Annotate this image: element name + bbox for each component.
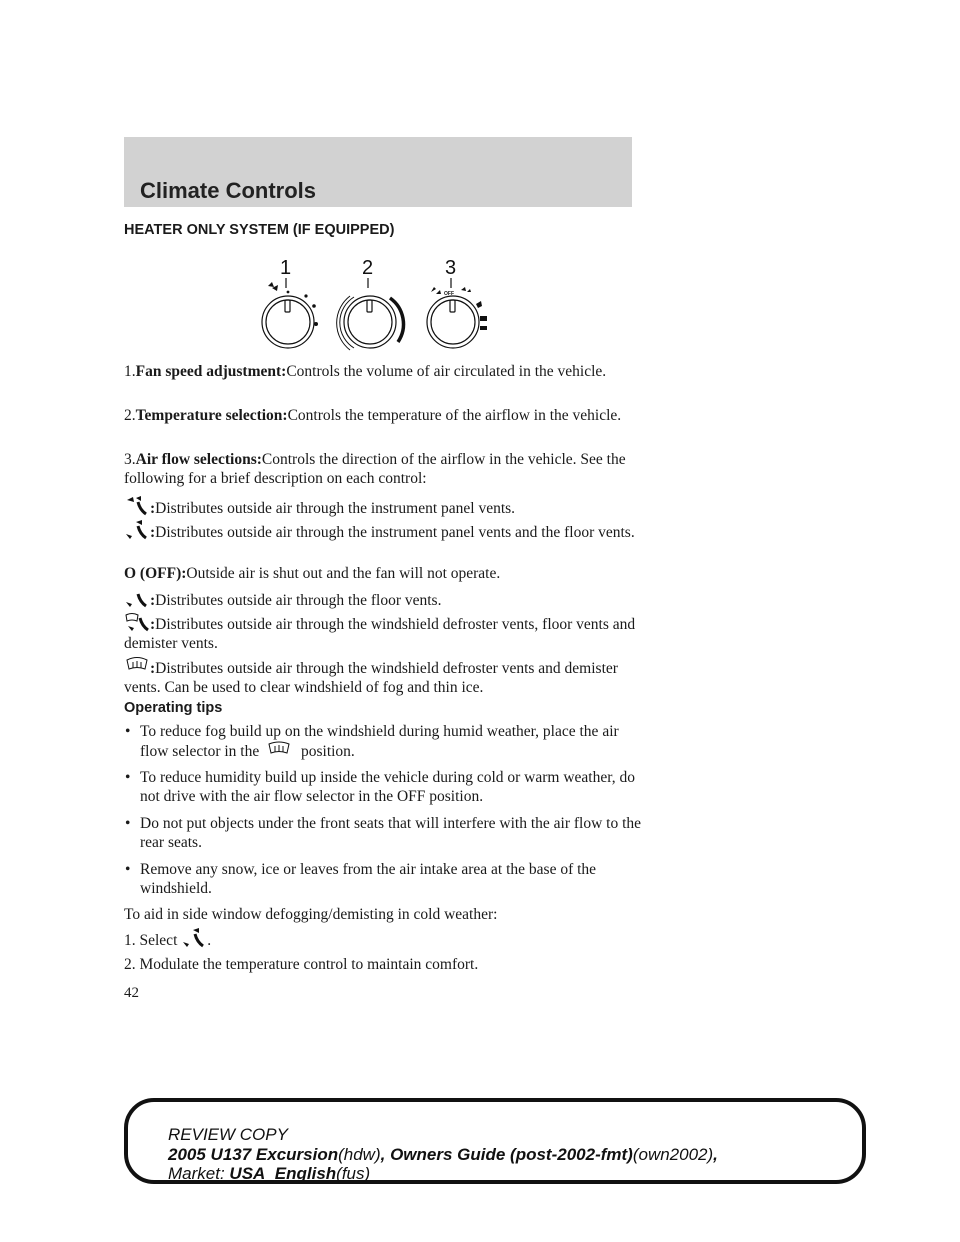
defrost-icon: [263, 741, 297, 759]
temperature-knob: [344, 296, 396, 348]
bullet-1: •: [125, 723, 131, 740]
svg-text:OFF: OFF: [444, 291, 454, 297]
mode-off: O (OFF):Outside air is shut out and the fan will not operate.: [124, 565, 501, 582]
section-title: HEATER ONLY SYSTEM (IF EQUIPPED): [124, 222, 395, 238]
footer-line-1: REVIEW COPY: [168, 1125, 288, 1144]
fan-speed-knob: [262, 296, 314, 348]
defog-step-2: 2. Modulate the temperature control to maintain comfort.: [124, 956, 479, 973]
floor-vent-icon: [124, 588, 150, 608]
tip-item: • To reduce humidity build up inside the vehicle during cold or warm weather, do not drive with the air flow selector in the OFF position.: [125, 769, 636, 805]
mode-defrost: :Distributes outside air through the windshield defroster vents and demister vents. Can be used to clear windshield of fog and thin ice.: [124, 656, 644, 697]
defrost-icon: [124, 656, 150, 676]
footer-line-3: Market: USA_English(fus): [168, 1164, 371, 1183]
item-temperature: 2.Temperature selection:Controls the temperature of the airflow in the vehicle.: [124, 407, 622, 424]
page-header-title: Climate Controls: [140, 178, 317, 203]
floor-defrost-icon: [124, 612, 150, 632]
bullet-3: •: [125, 815, 131, 832]
defog-step-1: 1. Select .: [124, 928, 644, 950]
heater-control-knobs-figure: [258, 252, 508, 362]
panel-floor-icon: [124, 520, 150, 540]
item-air-flow: 3.Air flow selections:Controls the direction of the airflow in the vehicle. See the following for a brief description on each control:: [124, 451, 626, 487]
item-fan-speed: 1.Fan speed adjustment:Controls the volume of air circulated in the vehicle.: [124, 363, 607, 380]
footer-line-2: 2005 U137 Excursion(hdw), Owners Guide (post-2002-fmt)(own2002),: [168, 1145, 718, 1164]
mode-floor-defrost: :Distributes outside air through the windshield defroster vents, floor vents and demister vents.: [124, 612, 644, 653]
callout-2: 2: [362, 257, 374, 279]
tip-item: • Remove any snow, ice or leaves from the air intake area at the base of the windshield.: [125, 861, 597, 897]
panel-vent-icon: [124, 496, 150, 516]
mode-panel-floor: :Distributes outside air through the instrument panel vents and the floor vents.: [124, 520, 644, 542]
operating-tips-title: Operating tips: [124, 700, 223, 716]
tip-item: • To reduce fog build up on the windshield during humid weather, place the air flow selector in the position.: [125, 723, 619, 760]
mode-floor: :Distributes outside air through the floor vents.: [124, 588, 644, 610]
bullet-4: •: [125, 861, 131, 878]
callout-3: 3: [445, 257, 457, 279]
page-number: 42: [124, 985, 139, 1001]
air-flow-knob: [427, 296, 479, 348]
panel-floor-icon: [181, 928, 207, 948]
defog-intro: To aid in side window defogging/demisting in cold weather:: [124, 906, 498, 923]
tip-item: • Do not put objects under the front seats that will interfere with the air flow to the rear seats.: [125, 815, 642, 851]
bullet-2: •: [125, 769, 131, 786]
callout-1: 1: [280, 257, 292, 279]
mode-panel: :Distributes outside air through the instrument panel vents.: [124, 496, 644, 518]
